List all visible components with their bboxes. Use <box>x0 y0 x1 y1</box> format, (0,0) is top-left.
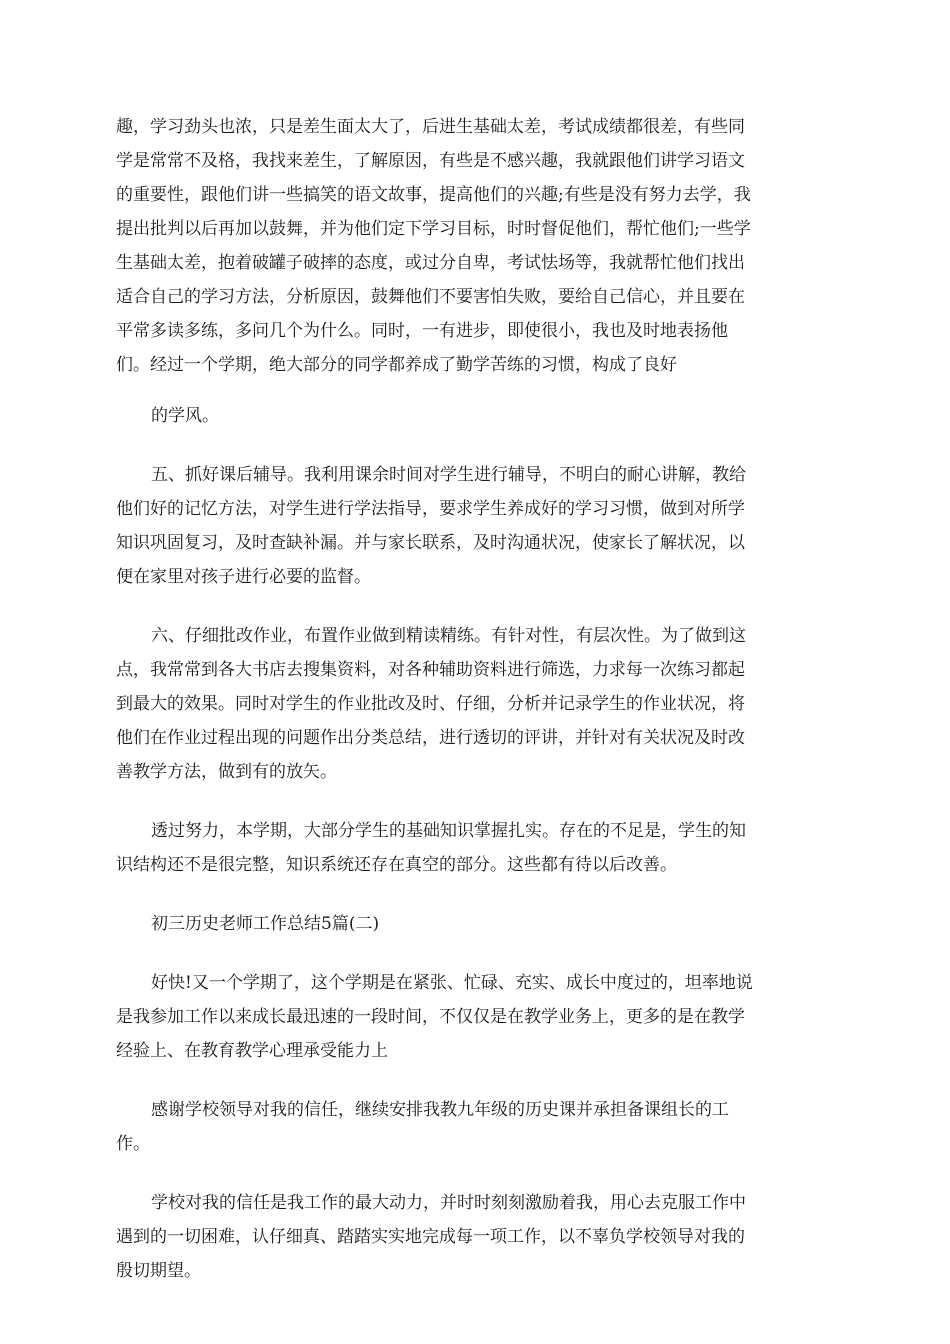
paragraph-5 <box>116 814 834 882</box>
text-line: 们。经过一个学期，绝大部分的同学都养成了勤学苦练的习惯，构成了良好 <box>116 355 677 375</box>
text-line: 知识巩固复习，及时查缺补漏。并与家长联系，及时沟通状况，使家长了解状况，以 <box>116 533 745 553</box>
text-line: 适合自己的学习方法，分析原因，鼓舞他们不要害怕失败，要给自己信心，并且要在 <box>116 287 745 307</box>
paragraph-6 <box>116 966 834 1068</box>
text-line: 遇到的一切困难，认仔细真、踏踏实实地完成每一项工作，以不辜负学校领导对我的 <box>116 1227 745 1247</box>
heading-text: 初三历史老师工作总结5篇(二) <box>151 914 380 934</box>
paragraph-2 <box>116 399 834 433</box>
text-line: 趣，学习劲头也浓，只是差生面太大了，后进生基础太差，考试成绩都很差，有些同 <box>116 117 745 137</box>
text-line: 殷切期望。 <box>116 1261 201 1281</box>
paragraph-7 <box>116 1093 834 1161</box>
text-line: 点，我常常到各大书店去搜集资料，对各种辅助资料进行筛选，力求每一次练习都起 <box>116 660 745 680</box>
text-line: 识结构还不是很完整，知识系统还存在真空的部分。这些都有待以后改善。 <box>116 855 677 875</box>
text-line: 学校对我的信任是我工作的最大动力，并时时刻刻激励着我，用心去克服工作中 <box>151 1193 746 1213</box>
text-line: 感谢学校领导对我的信任，继续安排我教九年级的历史课并承担备课组长的工 <box>151 1100 729 1120</box>
text-line: 他们在作业过程出现的问题作出分类总结，进行透切的评讲，并针对有关状况及时改 <box>116 728 745 748</box>
text-line: 善教学方法，做到有的放矢。 <box>116 762 337 782</box>
text-line: 五、抓好课后辅导。我利用课余时间对学生进行辅导，不明白的耐心讲解，教给 <box>151 465 746 485</box>
text-line: 六、仔细批改作业，布置作业做到精读精练。有针对性，有层次性。为了做到这 <box>151 626 746 646</box>
paragraph-4 <box>116 619 834 789</box>
text-line: 他们好的记忆方法，对学生进行学法指导，要求学生养成好的学习习惯，做到对所学 <box>116 499 745 519</box>
text-line: 经验上、在教育教学心理承受能力上 <box>116 1041 388 1061</box>
text-line: 是我参加工作以来成长最迅速的一段时间，不仅仅是在教学业务上，更多的是在教学 <box>116 1007 745 1027</box>
text-line: 提出批判以后再加以鼓舞，并为他们定下学习目标，时时督促他们，帮忙他们;一些学 <box>116 219 751 239</box>
section-heading <box>116 907 834 941</box>
paragraph-8 <box>116 1186 834 1288</box>
text-line: 生基础太差，抱着破罐子破摔的态度，或过分自卑，考试怯场等，我就帮忙他们找出 <box>116 253 745 273</box>
text-line: 的重要性，跟他们讲一些搞笑的语文故事，提高他们的兴趣;有些是没有努力去学，我 <box>116 185 751 205</box>
document-page <box>116 110 834 1288</box>
text-line: 便在家里对孩子进行必要的监督。 <box>116 567 371 587</box>
paragraph-3 <box>116 458 834 594</box>
text-line: 平常多读多练，多问几个为什么。同时，一有进步，即使很小，我也及时地表扬他 <box>116 321 728 341</box>
text-line: 学是常常不及格，我找来差生，了解原因，有些是不感兴趣，我就跟他们讲学习语文 <box>116 151 745 171</box>
text-line: 作。 <box>116 1134 150 1154</box>
text-line: 到最大的效果。同时对学生的作业批改及时、仔细，分析并记录学生的作业状况，将 <box>116 694 745 714</box>
text-line: 透过努力，本学期，大部分学生的基础知识掌握扎实。存在的不足是，学生的知 <box>151 821 746 841</box>
text-line: 好快!又一个学期了，这个学期是在紧张、忙碌、充实、成长中度过的，坦率地说 <box>151 973 753 993</box>
paragraph-1 <box>116 110 834 382</box>
text-line: 的学风。 <box>151 406 219 426</box>
